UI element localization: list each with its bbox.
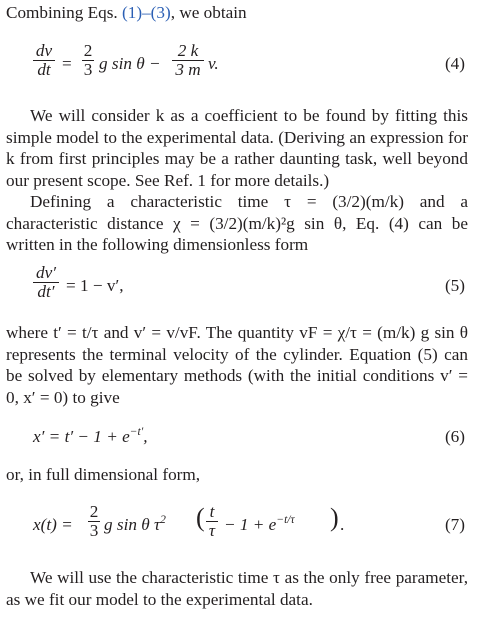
intro-text-end: , we obtain	[170, 3, 247, 22]
equation-number-5: (5)	[444, 276, 465, 295]
paragraph-terminal-velocity: where t′ = t/τ and v′ = v/vF. The quantity vF = χ/τ = (m/k) g sin θ represents the terminal velocity of the cylinder. Equation (5) can be solved by elementary methods (with the initial conditions v′ = 0, x′ = 0) to give	[6, 323, 468, 407]
eq7-period: .	[340, 515, 345, 534]
eq4-k-over-m: $\frac{2 k}{3 m}$	[172, 42, 204, 79]
eq4-lhs-fraction: $\frac{dv}{dt}$	[33, 42, 55, 79]
eq6-expression: $x' = t' - 1 + e^{-t'}$,	[33, 426, 148, 446]
paragraph-full-form: or, in full dimensional form,	[6, 465, 201, 484]
eq7-close-paren: )	[330, 503, 339, 532]
paragraph-definitions: Defining a characteristic time τ = (3/2)(m/k) and a characteristic distance χ = (3/2)(m/k)²g sin θ, Eq. (4) can be written in the following dimensionless form	[6, 192, 468, 254]
eq7-tail: − $1 + e^{-t/\tau}$	[224, 514, 295, 534]
equation-number-4: (4)	[444, 54, 465, 73]
eq5-rhs: = 1 − v′,	[66, 276, 124, 295]
equation-number-6: (6)	[444, 427, 465, 446]
eq4-coefficient: $\frac{2}{3}$	[83, 41, 93, 79]
intro-text: Combining Eqs.	[6, 3, 123, 22]
paragraph-intro	[6, 2, 468, 24]
eq7-coefficient: $\frac{2}{3}$	[89, 502, 99, 540]
eq4-term2: v.	[208, 54, 219, 73]
eq4-term1: g sin θ −	[99, 54, 161, 73]
equation-reference-link[interactable]: (1)–(3)	[122, 3, 171, 22]
equation-number-7: (7)	[444, 515, 465, 534]
eq7-lhs: x(t) =	[33, 515, 73, 534]
equation-6	[0, 422, 480, 452]
equation-4: $\frac{dv}{dt}$ = $\frac{2}{3}$ g sin θ − $\frac{2 k}{3 m}$ v. (4)	[0, 40, 480, 90]
paragraph-coefficient: We will consider k as a coefficient to be found by fitting this simple model to the experimental data. (Deriving an expression for k from first principles may be a rather daunting task, well beyond our present scope. See Ref. 1 for more details.)	[6, 106, 468, 190]
eq5-lhs-fraction: $\frac{dv'}{dt'}$	[33, 264, 59, 301]
eq7-open-paren: (	[196, 503, 205, 532]
eq7-middle: g sin θ $\tau^2$	[104, 514, 166, 534]
paragraph-free-parameter: We will use the characteristic time τ as the only free parameter, as we fit our model to the experimental data.	[6, 568, 468, 609]
equation-5	[0, 262, 480, 312]
eq7-t-over-tau: $\frac{t}{\tau}$	[206, 503, 218, 540]
equation-7	[0, 500, 480, 550]
